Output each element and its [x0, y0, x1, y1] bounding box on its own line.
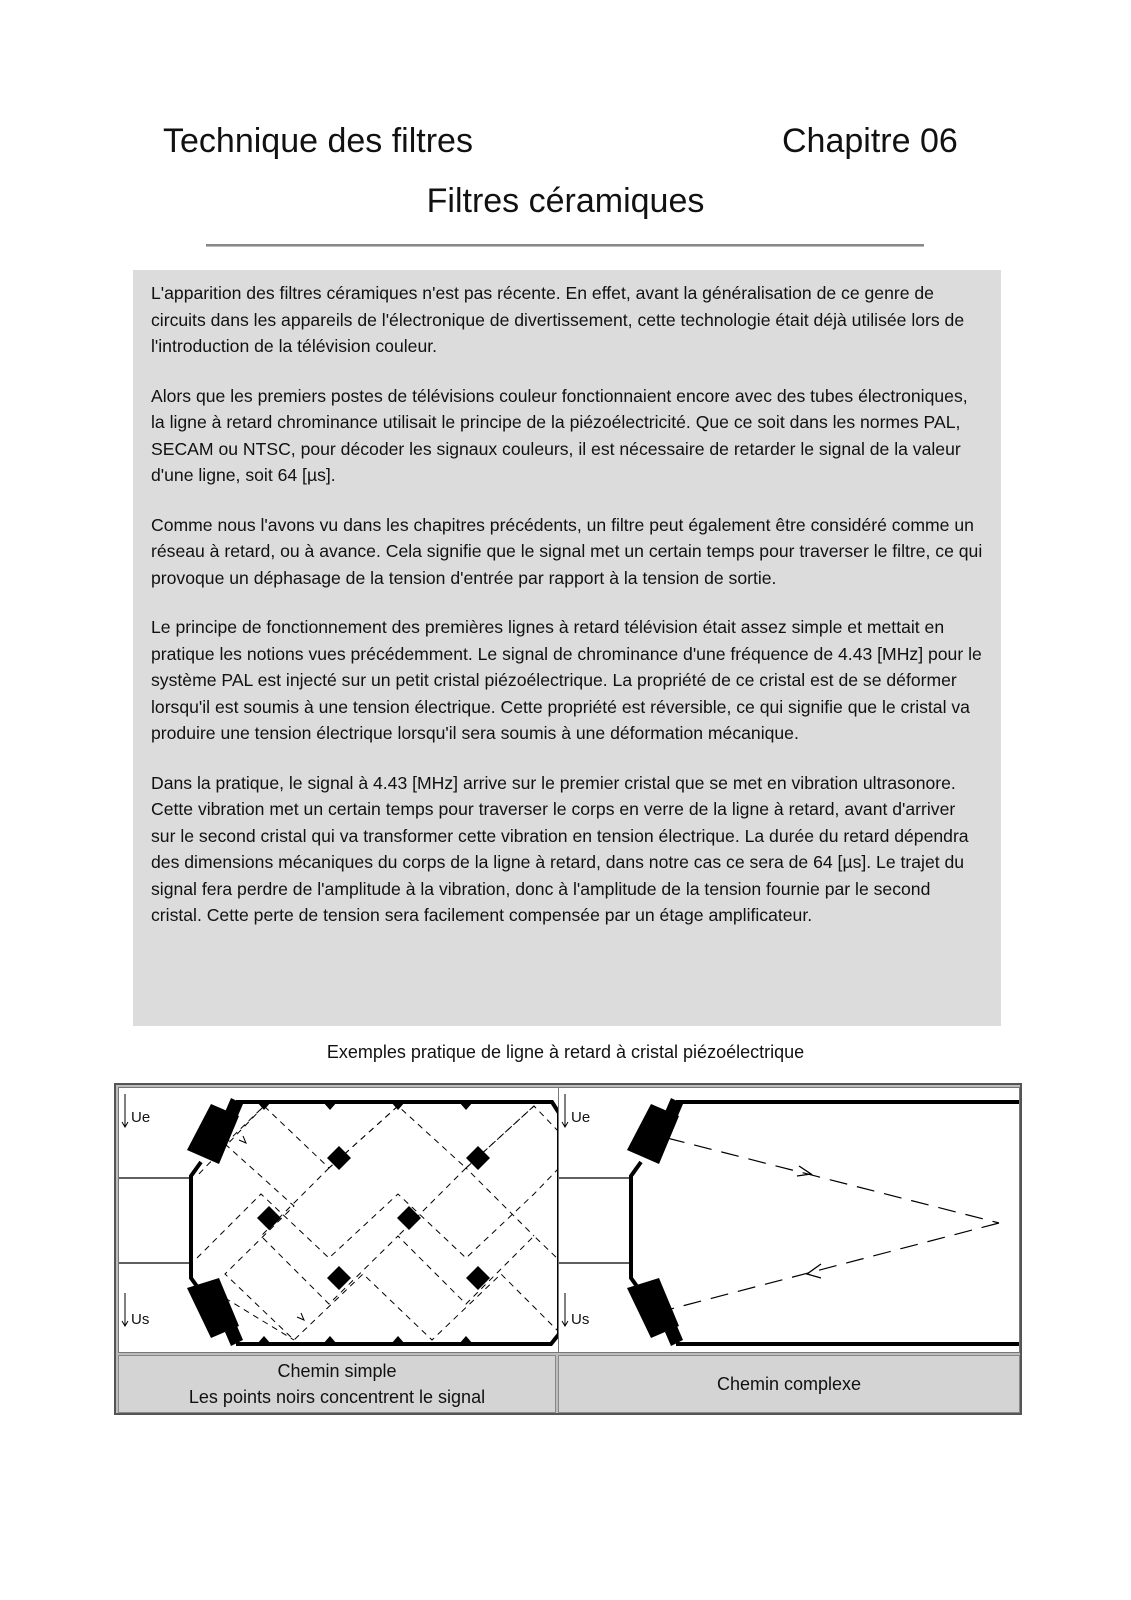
signal-path: [667, 1138, 999, 1310]
signal-path: [197, 1106, 559, 1340]
caption-line: Les points noirs concentrent le signal: [188, 1387, 486, 1407]
chapter-subject-title: Technique des filtres: [163, 122, 473, 160]
caption-line: Chemin complexe: [716, 1374, 862, 1394]
paragraph: Le principe de fonctionnement des premières lignes à retard télévision était assez simple et mettait en pratique les notions vues précédemment. Le signal de chrominance d'une fréquence de 4.43 [MHz] pour le système PAL est injecté sur un petit cristal piézoélectrique. La propriété de ce cristal est de se déformer lorsqu'il est soumis à une tension électrique. Cette propriété est réversible, ce qui signifie que le cristal va produire une tension électrique lorsqu'il sera soumis à une déformation mécanique.: [151, 617, 982, 743]
output-voltage-label: Us: [131, 1311, 150, 1328]
paragraph: Dans la pratique, le signal à 4.43 [MHz] arrive sur le premier cristal que se met en vibration ultrasonore. Cette vibration met un certain temps pour traverser le corps en verre de la ligne à retard, avant d'arriver sur le second cristal qui va transformer cette vibration en tension électrique. La durée du retard dépendra des dimensions mécaniques du corps de la ligne à retard, dans notre cas ce sera de 64 [µs]. Le trajet du signal fera perdre de l'amplitude à la vibration, donc à l'amplitude de la tension fournie par le second cristal. Cette perte de tension sera facilement compensée par un étage amplificateur.: [151, 772, 969, 925]
delay-line-diagram-left: [119, 1088, 565, 1352]
header-divider: [206, 244, 924, 247]
paragraph: L'apparition des filtres céramiques n'est pas récente. En effet, avant la généralisation de ce genre de circuits dans les appareils de l'électronique de divertissement, cette technologie était déjà utilisée lors de l'introduction de la télévision couleur.: [151, 283, 965, 356]
figure-caption: Exemples pratique de ligne à retard à cristal piézoélectrique: [326, 1042, 805, 1062]
diagram-simple-path: [118, 1087, 566, 1353]
diagram-complex-path: [558, 1087, 1020, 1353]
concentration-points: [257, 1146, 490, 1290]
caption-simple-path: [118, 1355, 556, 1413]
paragraph: Comme nous l'avons vu dans les chapitres précédents, un filtre peut également être considéré comme un réseau à retard, ou à avance. Cela signifie que le signal met un certain temps pour traverser le filtre, ce qui provoque un déphasage de la tension d'entrée par rapport à la tension de sortie.: [151, 514, 983, 588]
input-voltage-label: Ue: [131, 1109, 151, 1126]
caption-line: Chemin simple: [277, 1361, 397, 1381]
text-box: [133, 270, 1001, 1026]
output-voltage-label: Us: [571, 1311, 590, 1328]
caption-complex-path: [558, 1355, 1020, 1413]
figure-table: [114, 1083, 1022, 1415]
chapter-number: Chapitre 06: [782, 122, 958, 160]
input-voltage-label: Ue: [571, 1109, 591, 1126]
glass-body: [236, 1102, 559, 1344]
paragraph: Alors que les premiers postes de télévisions couleur fonctionnaient encore avec des tubes électroniques, la ligne à retard chrominance utilisait le principe de la piézoélectricité. Que ce soit dans les normes PAL, SECAM ou NTSC, pour décoder les signaux couleurs, il est nécessaire de retarder le signal de la valeur d'une ligne, soit 64 [µs].: [151, 385, 968, 485]
delay-line-diagram-right: [559, 1088, 1019, 1352]
page-title: Filtres céramiques: [426, 182, 705, 220]
